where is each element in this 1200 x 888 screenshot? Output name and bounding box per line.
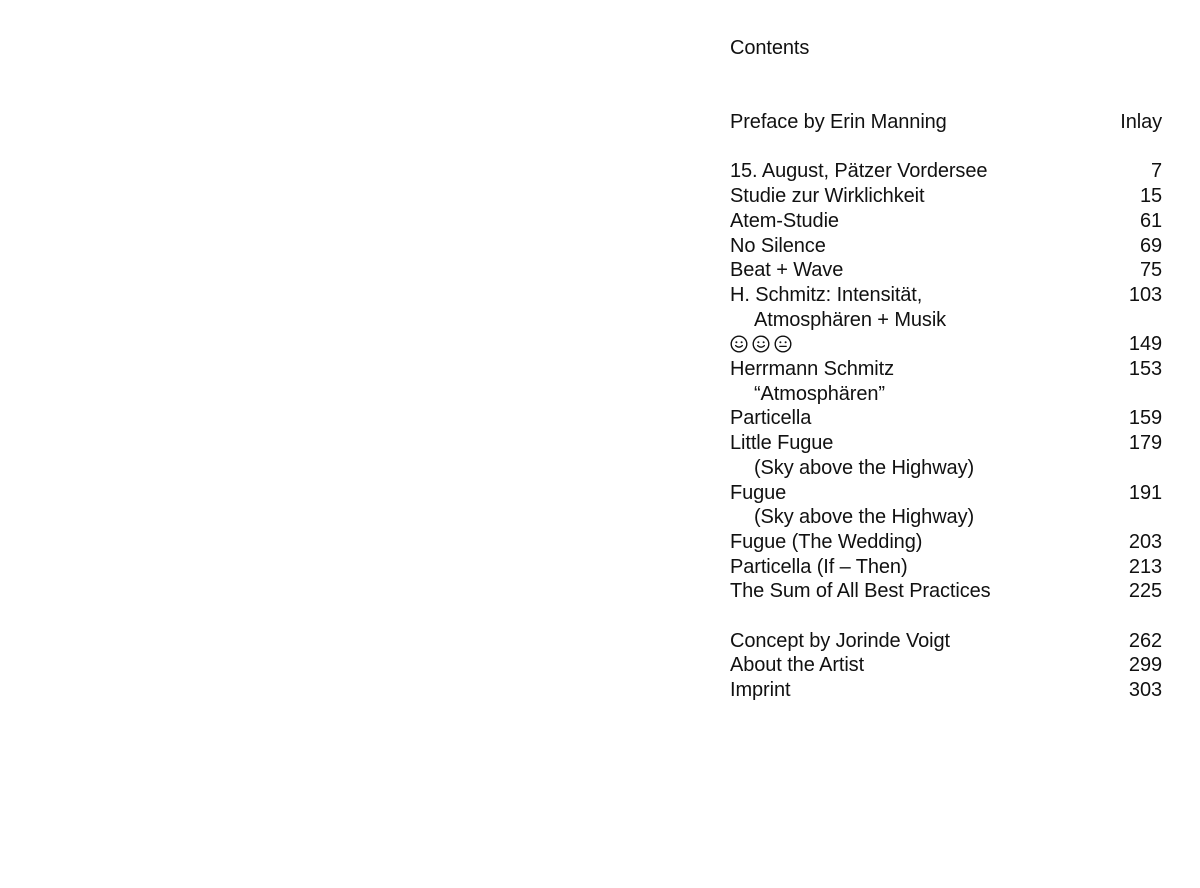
- toc-entry-title: Studie zur Wirklichkeit: [730, 185, 925, 208]
- toc-entry[interactable]: [730, 431, 1162, 480]
- toc-entry-page: 203: [1128, 530, 1162, 553]
- toc-entry[interactable]: [730, 579, 1162, 604]
- toc-entry[interactable]: [730, 184, 1162, 209]
- toc-entry-title-block: [730, 283, 1117, 332]
- toc-entry-title: About the Artist: [730, 654, 865, 677]
- toc-entry-page: 15: [1139, 185, 1162, 208]
- toc-entry-title: Preface by Erin Manning: [730, 111, 947, 133]
- toc-entry-title: Herrmann Schmitz: [730, 358, 894, 381]
- toc-entry-title: Fugue: [730, 481, 787, 504]
- toc-entry-title: Particella (If – Then): [730, 555, 908, 578]
- toc-entry-page: 149: [1128, 333, 1162, 356]
- smiling-face-icon: [730, 335, 748, 353]
- toc-entry[interactable]: [730, 110, 1162, 135]
- toc-entry-title-block: [730, 357, 1117, 406]
- toc-entry[interactable]: [730, 481, 1162, 530]
- toc-entry-title: Fugue (The Wedding): [730, 530, 923, 553]
- toc-entry-title: Imprint: [730, 679, 791, 702]
- toc-entry[interactable]: [730, 234, 1162, 259]
- toc-entry[interactable]: [730, 555, 1162, 580]
- toc-entry[interactable]: [730, 678, 1162, 703]
- toc-entry-title: 15. August, Pätzer Vordersee: [730, 160, 988, 183]
- toc-entry[interactable]: [730, 357, 1162, 406]
- toc-entry-page: 75: [1139, 259, 1162, 282]
- toc-entry-page: 303: [1128, 679, 1162, 702]
- smiley-icon-row: [730, 335, 792, 353]
- toc-entry-page: 225: [1128, 580, 1162, 603]
- toc-entry-title: Particella: [730, 407, 812, 430]
- toc-entry-page: 69: [1139, 234, 1162, 257]
- toc-group-works: [730, 159, 1162, 604]
- toc-entry[interactable]: [730, 209, 1162, 234]
- toc-entry[interactable]: [730, 629, 1162, 654]
- toc-entry-subtitle: (Sky above the Highway): [754, 506, 975, 529]
- toc-entry-page: 159: [1128, 407, 1162, 430]
- toc-entry[interactable]: [730, 530, 1162, 555]
- toc-entry-page: 153: [1128, 358, 1162, 381]
- toc-entry-title: Beat + Wave: [730, 259, 844, 282]
- toc-entry-page: 179: [1128, 432, 1162, 455]
- contents-heading: Contents: [730, 37, 810, 59]
- neutral-face-icon: [774, 335, 792, 353]
- toc-entry[interactable]: [730, 406, 1162, 431]
- toc-entry-page: 61: [1139, 209, 1162, 232]
- toc-entry-title-block: [730, 431, 1117, 480]
- toc-group-preface: [730, 110, 1162, 135]
- toc-entry-page: 103: [1128, 283, 1162, 306]
- toc-entry-title: H. Schmitz: Intensität,: [730, 283, 923, 306]
- toc-entry-title: The Sum of All Best Practices: [730, 580, 991, 603]
- toc-entry-subtitle: “Atmosphären”: [754, 382, 885, 405]
- toc-entry-page: 7: [1150, 160, 1162, 183]
- toc-entry[interactable]: [730, 653, 1162, 678]
- toc-entry-page: 262: [1128, 629, 1162, 652]
- toc-entry-subtitle: (Sky above the Highway): [754, 456, 975, 479]
- toc-entry-title: Little Fugue: [730, 432, 834, 455]
- toc-entry-page: 213: [1128, 555, 1162, 578]
- toc-entry-title: Atem-Studie: [730, 209, 839, 232]
- smiling-face-icon: [752, 335, 770, 353]
- toc-entry-smileys[interactable]: [730, 332, 1162, 357]
- toc-entry-title-block: [730, 481, 1117, 530]
- toc-group-appendix: [730, 629, 1162, 703]
- toc-entry-title: Concept by Jorinde Voigt: [730, 629, 950, 652]
- toc-entry-page: 299: [1128, 654, 1162, 677]
- toc-entry[interactable]: [730, 283, 1162, 332]
- toc-entry-subtitle: Atmosphären + Musik: [754, 308, 947, 331]
- toc-entry-title: No Silence: [730, 234, 826, 257]
- toc-entry-title-block: [730, 332, 1117, 357]
- toc-entry[interactable]: [730, 159, 1162, 184]
- toc-entry-page: Inlay: [1120, 111, 1162, 133]
- toc-entry-page: 191: [1128, 481, 1162, 504]
- toc-entry[interactable]: [730, 258, 1162, 283]
- table-of-contents: [730, 36, 1162, 703]
